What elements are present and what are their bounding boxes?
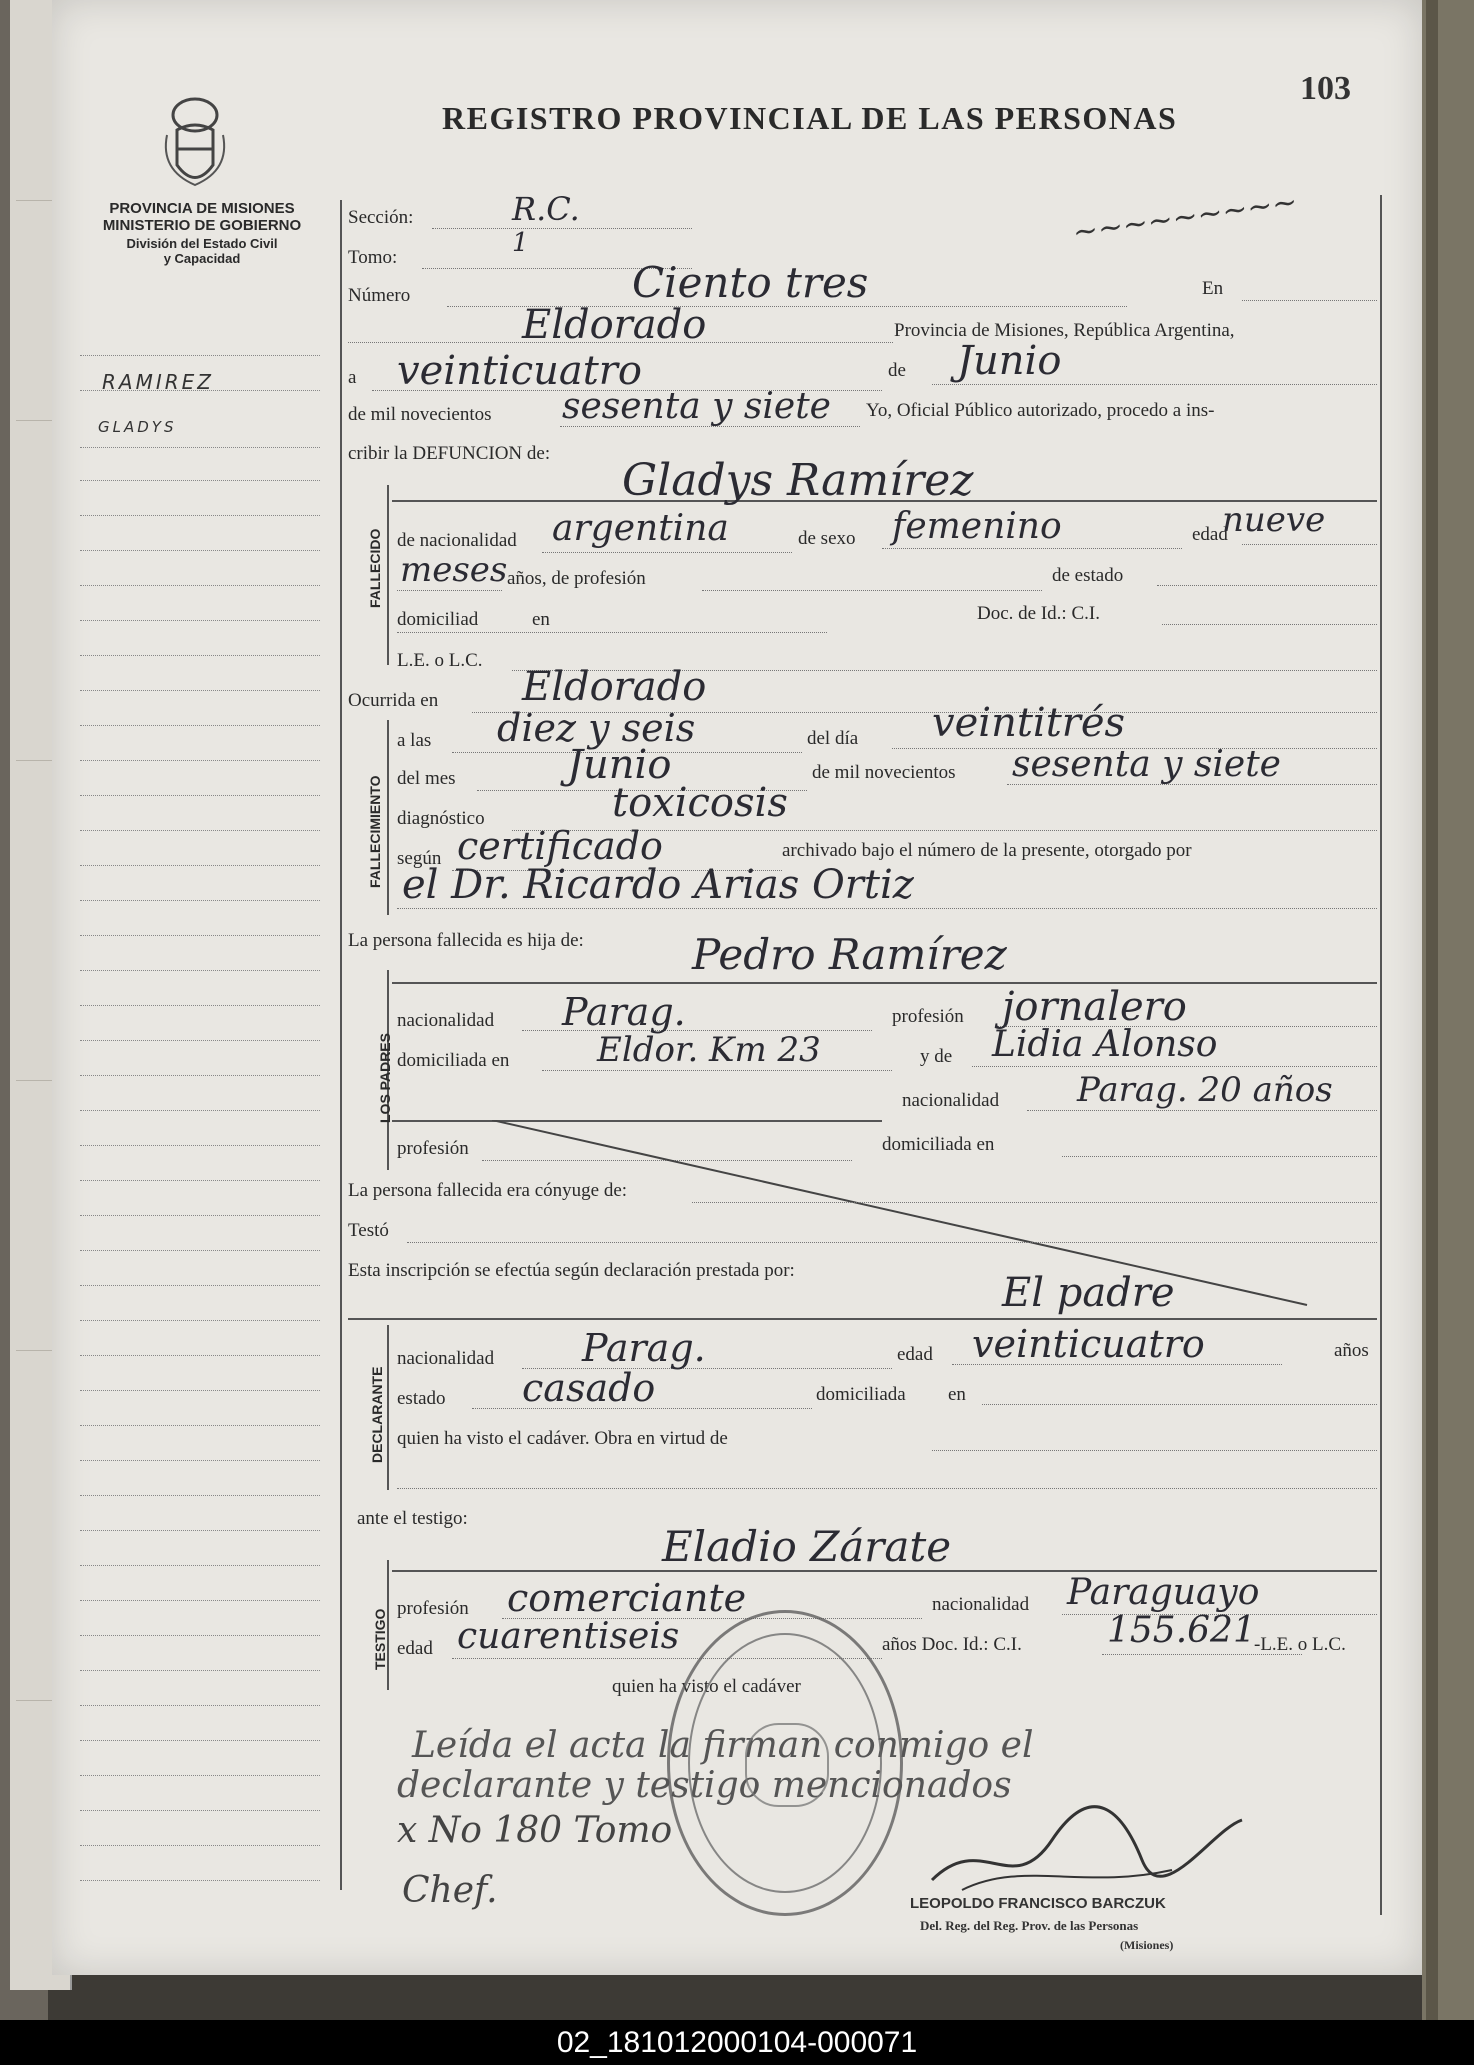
padres-dom2-label: domiciliada en bbox=[882, 1134, 995, 1155]
padres-prof-label: profesión bbox=[892, 1006, 964, 1027]
testigo-edad-label: edad bbox=[397, 1638, 433, 1659]
testigo-section-label: TESTIGO bbox=[372, 1608, 388, 1670]
hora-label: a las bbox=[397, 730, 432, 751]
testigo-doc-label: años Doc. Id.: C.I. bbox=[882, 1634, 1022, 1655]
year-value: sesenta y siete bbox=[562, 386, 831, 427]
seccion-value: R.C. bbox=[512, 190, 580, 228]
declarante-dom-label: domiciliada bbox=[816, 1384, 906, 1405]
fallecido-divider bbox=[387, 485, 389, 665]
testigo-visto-text: quien ha visto el cadáver bbox=[612, 1676, 801, 1697]
oficial-text: Yo, Oficial Público autorizado, procedo a ins- bbox=[866, 400, 1215, 421]
doc-label: Doc. de Id.: C.I. bbox=[977, 603, 1100, 624]
declarante-visto-text: quien ha visto el cadáver. Obra en virtud de bbox=[397, 1428, 728, 1449]
padres-dom-label: domiciliada en bbox=[397, 1050, 510, 1071]
segun-value: certificado bbox=[457, 824, 663, 868]
ministry-block bbox=[82, 200, 322, 266]
diagnostico-label: diagnóstico bbox=[397, 808, 485, 829]
deceased-name: Gladys Ramírez bbox=[622, 455, 974, 506]
seccion-label: Sección: bbox=[348, 207, 414, 228]
scan-footer bbox=[0, 2020, 1474, 2065]
closing-line-1: Leída el acta la firman conmigo el bbox=[412, 1725, 1034, 1766]
fallecimiento-anio-value: sesenta y siete bbox=[1012, 744, 1281, 785]
page-number: 103 bbox=[1300, 70, 1351, 107]
ministry-line-4: y Capacidad bbox=[163, 251, 241, 266]
official-signature-icon bbox=[922, 1790, 1252, 1910]
declarante-name: El padre bbox=[1002, 1270, 1175, 1316]
domicilio-label: domiciliad bbox=[397, 609, 479, 630]
padres-prof2-label: profesión bbox=[397, 1138, 469, 1159]
testigo-name: Eladio Zárate bbox=[662, 1522, 952, 1571]
padres-nac-value: Parag. bbox=[562, 990, 686, 1034]
declarante-divider bbox=[387, 1325, 389, 1490]
declarante-estado-label: estado bbox=[397, 1388, 446, 1409]
book-cover-edge bbox=[1422, 0, 1474, 2020]
segun-label: según bbox=[397, 848, 442, 869]
fallecimiento-divider bbox=[387, 720, 389, 915]
testigo-intro: ante el testigo: bbox=[357, 1508, 468, 1529]
margin-surname: RAMIREZ bbox=[102, 370, 214, 394]
fallecido-en-label: en bbox=[532, 609, 550, 630]
declarante-edad-label: edad bbox=[897, 1344, 933, 1365]
testo-label: Testó bbox=[348, 1220, 389, 1241]
fallecido-nac-label: de nacionalidad bbox=[397, 530, 517, 551]
ministry-line-3: División del Estado Civil bbox=[126, 236, 278, 251]
register-page bbox=[52, 0, 1422, 1975]
de-label: de bbox=[888, 360, 906, 381]
testigo-nac-value: Paraguayo bbox=[1067, 1572, 1260, 1613]
closing-line-3: x No 180 Tomo bbox=[397, 1810, 673, 1851]
ministry-line-1: PROVINCIA DE MISIONES bbox=[109, 200, 295, 217]
ocurrida-value: Eldorado bbox=[522, 664, 707, 710]
dia-label: del día bbox=[807, 728, 859, 749]
testigo-le-label: -L.E. o L.C. bbox=[1254, 1634, 1346, 1655]
frame-left-border bbox=[340, 200, 342, 1890]
sexo-value: femenino bbox=[892, 506, 1062, 547]
place-value: Eldorado bbox=[522, 302, 707, 348]
official-signature-top: ~~~~~~~~~ bbox=[1070, 184, 1300, 251]
testigo-prof-label: profesión bbox=[397, 1598, 469, 1619]
declarante-section-label: DECLARANTE bbox=[369, 1366, 385, 1463]
ministry-line-2: MINISTERIO DE GOBIERNO bbox=[102, 217, 302, 234]
fallecido-nac-value: argentina bbox=[552, 508, 729, 549]
month-value: Junio bbox=[957, 338, 1062, 384]
padres-prof-value: jornalero bbox=[1002, 984, 1187, 1030]
declarante-nac-label: nacionalidad bbox=[397, 1348, 495, 1369]
anios-profesion-label: años, de profesión bbox=[507, 568, 646, 589]
padres-nac2-label: nacionalidad bbox=[902, 1090, 1000, 1111]
en-label: En bbox=[1202, 278, 1224, 299]
sexo-label: de sexo bbox=[798, 528, 856, 549]
provincia-text: Provincia de Misiones, República Argentina, bbox=[894, 320, 1235, 341]
ocurrida-label: Ocurrida en bbox=[348, 690, 439, 711]
declarante-anios-label: años bbox=[1334, 1340, 1369, 1361]
official-stamp-icon bbox=[667, 1610, 903, 1916]
declarante-en-label: en bbox=[948, 1384, 966, 1405]
tomo-label: Tomo: bbox=[348, 247, 398, 268]
le-label: L.E. o L.C. bbox=[397, 650, 483, 671]
closing-line-4: Chef. bbox=[402, 1870, 498, 1911]
inscribir-text: cribir la DEFUNCION de: bbox=[348, 443, 551, 464]
fallecido-section-label: FALLECIDO bbox=[367, 528, 383, 608]
tomo-value: 1 bbox=[512, 228, 529, 258]
signatory-name: LEOPOLDO FRANCISCO BARCZUK bbox=[910, 1895, 1166, 1912]
edad-unit-value: meses bbox=[400, 550, 508, 590]
dia-value: veintitrés bbox=[932, 700, 1126, 746]
declarante-nac-value: Parag. bbox=[582, 1326, 706, 1370]
archivado-text: archivado bajo el número de la presente, otorgado por bbox=[782, 840, 1192, 861]
testigo-prof-value: comerciante bbox=[507, 1576, 747, 1620]
declarante-intro: Esta inscripción se efectúa según declaración prestada por: bbox=[348, 1260, 795, 1281]
closing-line-2: declarante y testigo mencionados bbox=[397, 1765, 1012, 1806]
testigo-nac-label: nacionalidad bbox=[932, 1594, 1030, 1615]
estado-label: de estado bbox=[1052, 565, 1124, 586]
signatory-province: (Misiones) bbox=[1120, 1938, 1174, 1952]
mes-value: Junio bbox=[567, 742, 672, 788]
padres-intro: La persona fallecida es hija de: bbox=[348, 930, 584, 951]
mes-label: del mes bbox=[397, 768, 456, 789]
register-title: REGISTRO PROVINCIAL DE LAS PERSONAS bbox=[442, 100, 1178, 136]
padre-name: Pedro Ramírez bbox=[692, 930, 1007, 979]
edad-label: edad bbox=[1192, 524, 1228, 545]
declarante-edad-value: veinticuatro bbox=[972, 1322, 1205, 1366]
testigo-edad-value: cuarentiseis bbox=[457, 1616, 680, 1657]
fallecimiento-section-label: FALLECIMIENTO bbox=[367, 775, 383, 888]
fallecimiento-anio-label: de mil novecientos bbox=[812, 762, 956, 783]
medico-value: el Dr. Ricardo Arias Ortiz bbox=[402, 862, 914, 908]
scan-id: 02_181012000104-000071 bbox=[556, 2026, 918, 2059]
padres-dom-value: Eldor. Km 23 bbox=[597, 1030, 821, 1070]
numero-value: Ciento tres bbox=[632, 258, 869, 307]
numero-label: Número bbox=[348, 285, 411, 306]
frame-right-border bbox=[1380, 195, 1382, 1915]
declarante-estado-value: casado bbox=[522, 1366, 656, 1410]
padres-nac-label: nacionalidad bbox=[397, 1010, 495, 1031]
coat-of-arms-icon bbox=[155, 85, 235, 195]
hora-value: diez y seis bbox=[497, 706, 696, 750]
conyuge-label: La persona fallecida era cónyuge de: bbox=[348, 1180, 628, 1201]
anio-prefix: de mil novecientos bbox=[348, 404, 492, 425]
y-de-label: y de bbox=[920, 1046, 953, 1067]
signatory-role: Del. Reg. del Reg. Prov. de las Personas bbox=[920, 1918, 1139, 1933]
day-value: veinticuatro bbox=[397, 348, 642, 394]
padres-section-label: LOS PADRES bbox=[377, 1033, 393, 1123]
margin-given-name: GLADYS bbox=[98, 418, 177, 436]
diagnostico-value: toxicosis bbox=[612, 780, 788, 826]
edad-value: nueve bbox=[1222, 500, 1326, 540]
padres-nac2-value: Parag. 20 años bbox=[1077, 1070, 1333, 1110]
madre-name: Lidia Alonso bbox=[992, 1024, 1218, 1065]
testigo-doc-value: 155.621 bbox=[1107, 1610, 1256, 1651]
a-label: a bbox=[348, 367, 357, 388]
